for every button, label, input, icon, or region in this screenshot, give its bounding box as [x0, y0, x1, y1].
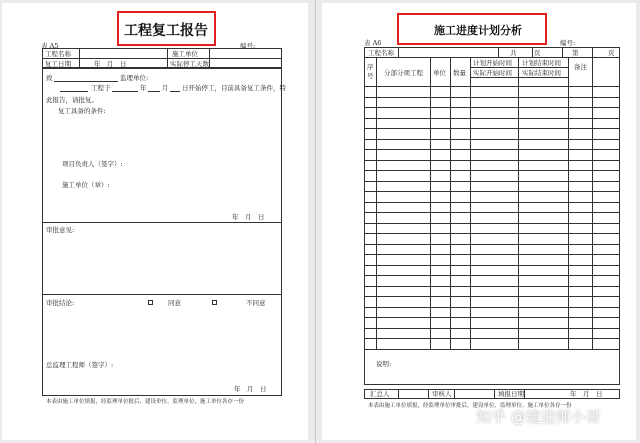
plan-start-header: 计划开始时间 [473, 59, 512, 67]
actual-start-header: 实际开始时间 [473, 69, 512, 77]
form-a6-page [322, 3, 636, 440]
grid-line [592, 57, 593, 349]
table-number: 表 A6 [364, 39, 382, 47]
grid-line [532, 47, 533, 57]
table-row-line [364, 296, 620, 297]
table-row-line [364, 307, 620, 308]
table-row-line [364, 212, 620, 213]
approval-conclusion-label: 审批结论: [46, 299, 75, 307]
unit-seal-label: 施工单位（章）: [62, 181, 110, 189]
grid-line [398, 47, 399, 57]
agree-checkbox[interactable] [148, 300, 153, 305]
project-text: 工程于 [91, 84, 111, 92]
fill-date-value: 年 月 日 [570, 390, 603, 398]
form-a6-title: 施工进度计划分析 [434, 24, 522, 37]
summary-label: 汇总人 [370, 390, 390, 398]
grid-line [498, 47, 499, 57]
reviewer-label: 审核人 [432, 390, 452, 398]
disagree-label: 不同意 [246, 299, 266, 307]
blank-line [170, 91, 180, 92]
conditions-label: 复工具备的条件: [58, 107, 106, 115]
serial-label: 编号: [560, 39, 576, 47]
table-row-line [364, 233, 620, 234]
construction-unit-label: 施工单位 [172, 50, 198, 58]
footer-note: 本表由施工单位填报，经监理单位审批后，建设单位、监理单位、施工单位各存一份 [368, 403, 572, 409]
remark-header: 备注 [574, 63, 587, 71]
table-number: 表 A5 [41, 42, 59, 50]
form-a5-title: 工程复工报告 [124, 23, 208, 39]
table-row-line [364, 181, 620, 182]
grid-line [167, 48, 168, 68]
table-row-line [364, 107, 620, 108]
table-row-line [364, 118, 620, 119]
page-label: 页 [534, 49, 541, 57]
table-row-line [364, 349, 620, 350]
supervision-unit-label: 监理单位: [120, 74, 149, 82]
note-label: 说明: [376, 360, 392, 368]
grid-line [494, 389, 495, 399]
disagree-checkbox[interactable] [212, 300, 217, 305]
grid-line [454, 389, 455, 399]
fill-date-label: 填报日期 [498, 390, 524, 398]
actual-stop-days-label: 实际停工天数 [170, 60, 209, 68]
project-name-label: 工程名称 [368, 49, 394, 57]
blank-line [54, 81, 118, 82]
table-row-line [364, 254, 620, 255]
approval-opinion-label: 审批意见: [46, 226, 75, 234]
grid-line [209, 48, 210, 68]
month-text: 月 [162, 84, 169, 92]
schedule-table [364, 47, 620, 385]
table-row-line [364, 317, 620, 318]
project-name-label: 工程名称 [45, 50, 71, 58]
plan-end-header: 计划结束时间 [522, 59, 561, 67]
table-row-line [364, 170, 620, 171]
grid-line [568, 57, 569, 349]
qty-header: 数量 [453, 69, 466, 77]
watermark: 知乎 @建造师小哥 [476, 408, 601, 426]
agree-label: 同意 [168, 299, 181, 307]
blank-line [112, 91, 138, 92]
footer-note: 本表由施工单位填报，经监理单位批后，建设单位、监理单位、施工单位各存一份 [46, 399, 245, 405]
table-row-line [364, 139, 620, 140]
table-row-line [364, 97, 620, 98]
grid-line [79, 48, 80, 68]
seq-header: 序号 [367, 63, 374, 80]
table-row-line [364, 160, 620, 161]
approval-opinion-box [42, 222, 282, 295]
year-text: 年 [140, 84, 147, 92]
grid-line [376, 57, 377, 349]
grid-line [562, 47, 563, 57]
total-label: 共 [510, 49, 517, 57]
serial-label: 编号: [240, 42, 256, 50]
report-date: 年 月 日 [232, 213, 265, 221]
nth-label: 第 [572, 49, 579, 57]
table-row-line [364, 244, 620, 245]
grid-line [524, 389, 525, 399]
chief-engineer-sign-label: 总监理工程师（签字）: [46, 361, 114, 369]
resume-date-label: 复工日期 [45, 60, 71, 68]
grid-line [450, 57, 451, 349]
grid-line [470, 77, 568, 78]
form-a5-page [2, 3, 308, 440]
resume-date-value: 年 月 日 [94, 60, 127, 68]
table-row-line [364, 275, 620, 276]
table-row-line [364, 128, 620, 129]
stop-description: 日开始停工，目前具备复工条件，特 [182, 84, 286, 92]
actual-end-header: 实际结束时间 [522, 69, 561, 77]
grid-line [428, 389, 429, 399]
grid-line [398, 389, 399, 399]
page-label-2: 页 [608, 49, 615, 57]
grid-line [364, 86, 620, 87]
grid-line [470, 67, 568, 68]
table-row-line [364, 202, 620, 203]
table-row-line [364, 191, 620, 192]
table-row-line [364, 338, 620, 339]
unit-header: 单位 [433, 69, 446, 77]
table-row-line [364, 286, 620, 287]
table-row-line [364, 265, 620, 266]
grid-line [518, 57, 519, 349]
approval-conclusion-box [42, 294, 282, 396]
grid-line [470, 57, 471, 349]
page-divider [315, 0, 316, 443]
pm-sign-label: 项目负责人（签字）: [62, 160, 123, 168]
grid-line [42, 58, 282, 59]
report-request: 此报告，请批复。 [46, 96, 98, 104]
blank-line [148, 91, 160, 92]
to-prefix: 致 [46, 74, 53, 82]
grid-line [592, 47, 593, 57]
table-row-line [364, 149, 620, 150]
table-row-line [364, 223, 620, 224]
grid-line [364, 57, 620, 58]
grid-line [430, 57, 431, 349]
blank-line [60, 91, 88, 92]
approval-date: 年 月 日 [234, 385, 267, 393]
table-row-line [364, 328, 620, 329]
item-header: 分部分项工程 [384, 69, 423, 77]
